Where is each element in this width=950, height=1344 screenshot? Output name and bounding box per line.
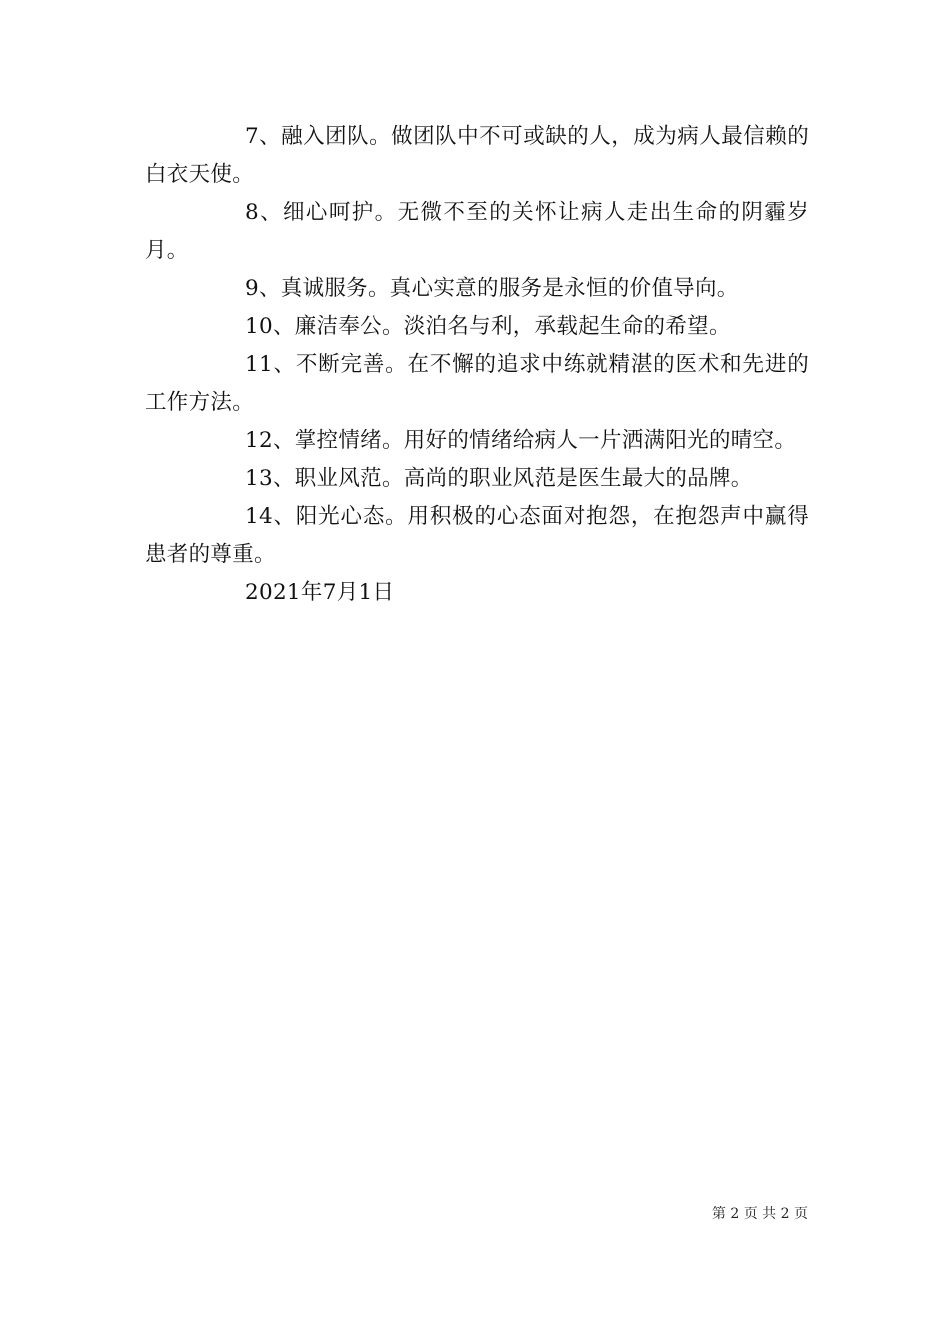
- paragraph-item-14: 14、阳光心态。用积极的心态面对抱怨，在抱怨声中赢得患者的尊重。: [145, 504, 809, 567]
- document-body: [145, 118, 809, 612]
- paragraph-item-7: 7、融入团队。做团队中不可或缺的人，成为病人最信赖的白衣天使。: [145, 124, 809, 187]
- document-date: 2021年7月1日: [245, 580, 395, 605]
- paragraph-item-11: 11、不断完善。在不懈的追求中练就精湛的医术和先进的工作方法。: [145, 352, 809, 415]
- paragraph-item-9: 9、真诚服务。真心实意的服务是永恒的价值导向。: [245, 276, 739, 301]
- paragraph-item-10: 10、廉洁奉公。淡泊名与利，承载起生命的希望。: [245, 314, 731, 339]
- page-number-footer: 第 2 页 共 2 页: [711, 1206, 808, 1222]
- paragraph-item-8: 8、细心呵护。无微不至的关怀让病人走出生命的阴霾岁月。: [145, 200, 809, 263]
- paragraph-item-12: 12、掌控情绪。用好的情绪给病人一片洒满阳光的晴空。: [245, 428, 797, 453]
- paragraph-item-13: 13、职业风范。高尚的职业风范是医生最大的品牌。: [245, 466, 753, 491]
